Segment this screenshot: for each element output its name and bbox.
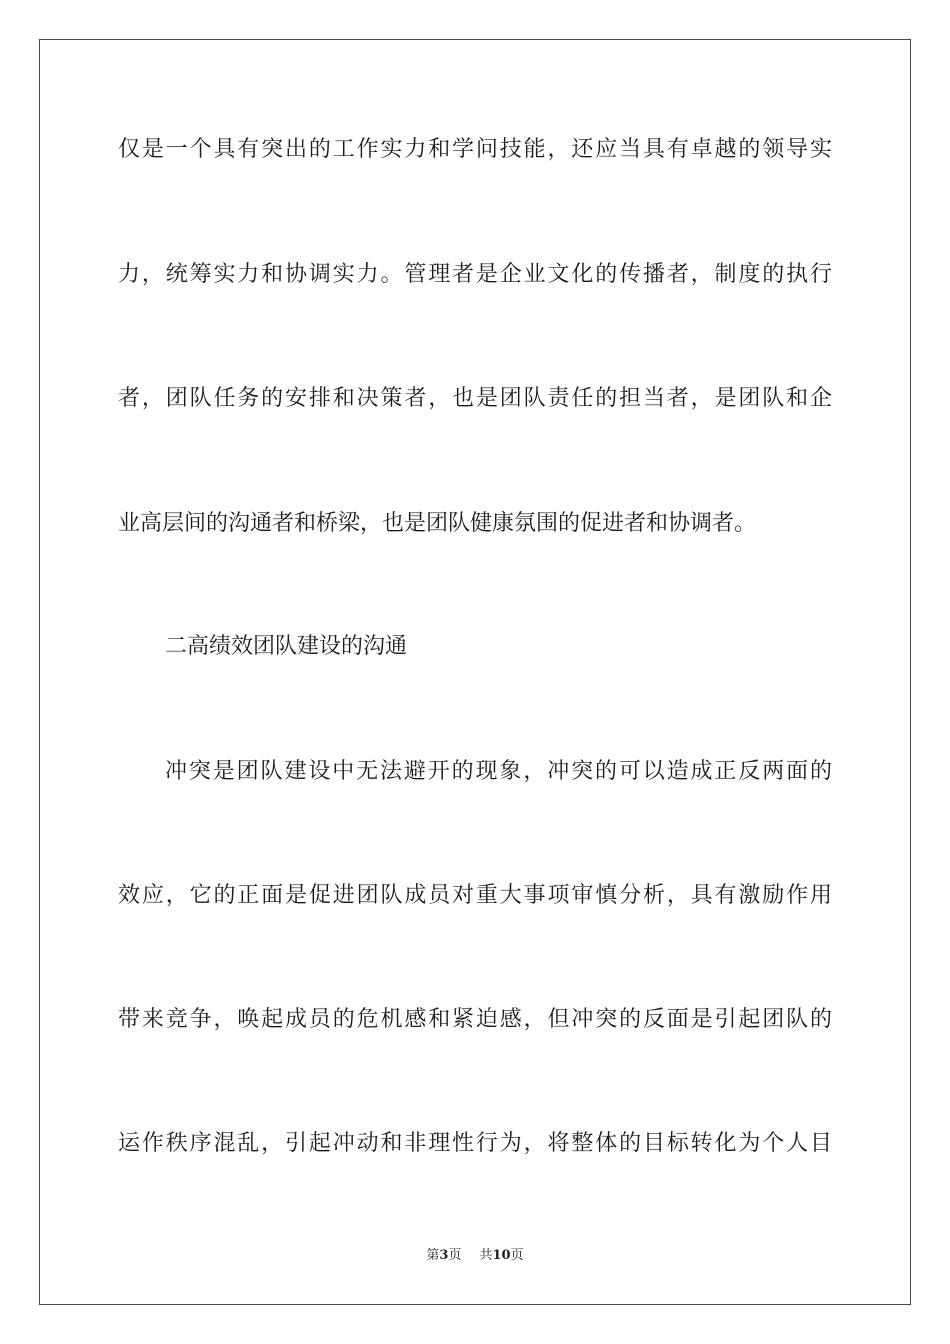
- page-footer: [0, 1247, 950, 1265]
- page-indicator: 第3页: [426, 1248, 462, 1263]
- total-pages-indicator: 共10页: [479, 1248, 524, 1263]
- paragraph-line: 带来竞争，唤起成员的危机感和紧迫感，但冲突的反面是引起团队的: [118, 1007, 832, 1032]
- paragraph-line: 者，团队任务的安排和决策者，也是团队责任的担当者，是团队和企: [118, 386, 832, 411]
- paragraph-line: 仅是一个具有突出的工作实力和学问技能，还应当具有卓越的领导实: [118, 137, 832, 162]
- paragraph-line: 业高层间的沟通者和桥梁，也是团队健康氛围的促进者和协调者。: [118, 511, 757, 536]
- section-heading: 二高绩效团队建设的沟通: [165, 634, 408, 659]
- paragraph-line: 冲突是团队建设中无法避开的现象，冲突的可以造成正反两面的: [165, 759, 832, 784]
- paragraph-line: 效应，它的正面是促进团队成员对重大事项审慎分析，具有激励作用: [118, 883, 832, 908]
- paragraph-line: 力，统筹实力和协调实力。管理者是企业文化的传播者，制度的执行: [118, 262, 832, 287]
- paragraph-line: 运作秩序混乱，引起冲动和非理性行为，将整体的目标转化为个人目: [118, 1131, 832, 1156]
- page-border: [39, 39, 911, 1305]
